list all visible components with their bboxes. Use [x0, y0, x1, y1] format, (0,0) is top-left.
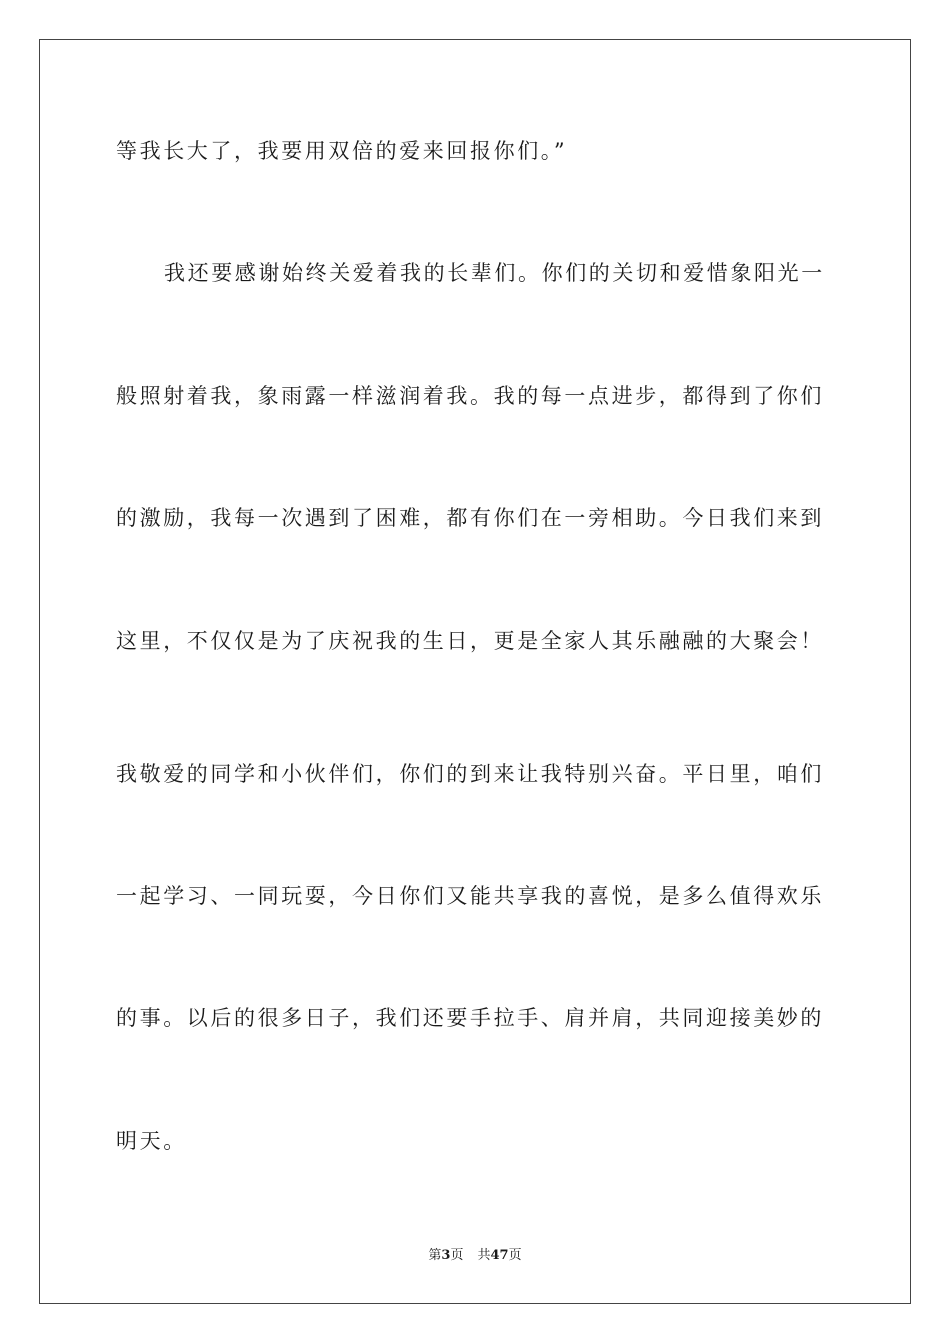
text-line: 明天。 [116, 1129, 187, 1153]
page-suffix: 页 [450, 1248, 464, 1263]
total-prefix: 共 [477, 1248, 491, 1263]
total-suffix: 页 [508, 1248, 522, 1263]
page-footer [0, 1246, 950, 1266]
text-line: 等我长大了，我要用双倍的爱来回报你们。” [116, 139, 568, 163]
total-pages: 47 [490, 1248, 509, 1263]
text-line: 般照射着我，象雨露一样滋润着我。我的每一点进步，都得到了你们 [116, 384, 824, 408]
paragraph-first-line: 我还要感谢始终关爱着我的长辈们。你们的关切和爱惜象阳光一 [164, 261, 825, 285]
text-line: 一起学习、一同玩耍，今日你们又能共享我的喜悦，是多么值得欢乐 [116, 884, 824, 908]
page-border [39, 39, 911, 1304]
text-line: 的激励，我每一次遇到了困难，都有你们在一旁相助。今日我们来到 [116, 506, 824, 530]
text-line: 我敬爱的同学和小伙伴们，你们的到来让我特别兴奋。平日里，咱们 [116, 762, 824, 786]
text-line: 的事。以后的很多日子，我们还要手拉手、肩并肩，共同迎接美妙的 [116, 1006, 824, 1030]
page-number: 3 [441, 1248, 451, 1263]
page-prefix: 第 [428, 1248, 442, 1263]
text-line: 这里，不仅仅是为了庆祝我的生日，更是全家人其乐融融的大聚会！ [116, 629, 824, 653]
